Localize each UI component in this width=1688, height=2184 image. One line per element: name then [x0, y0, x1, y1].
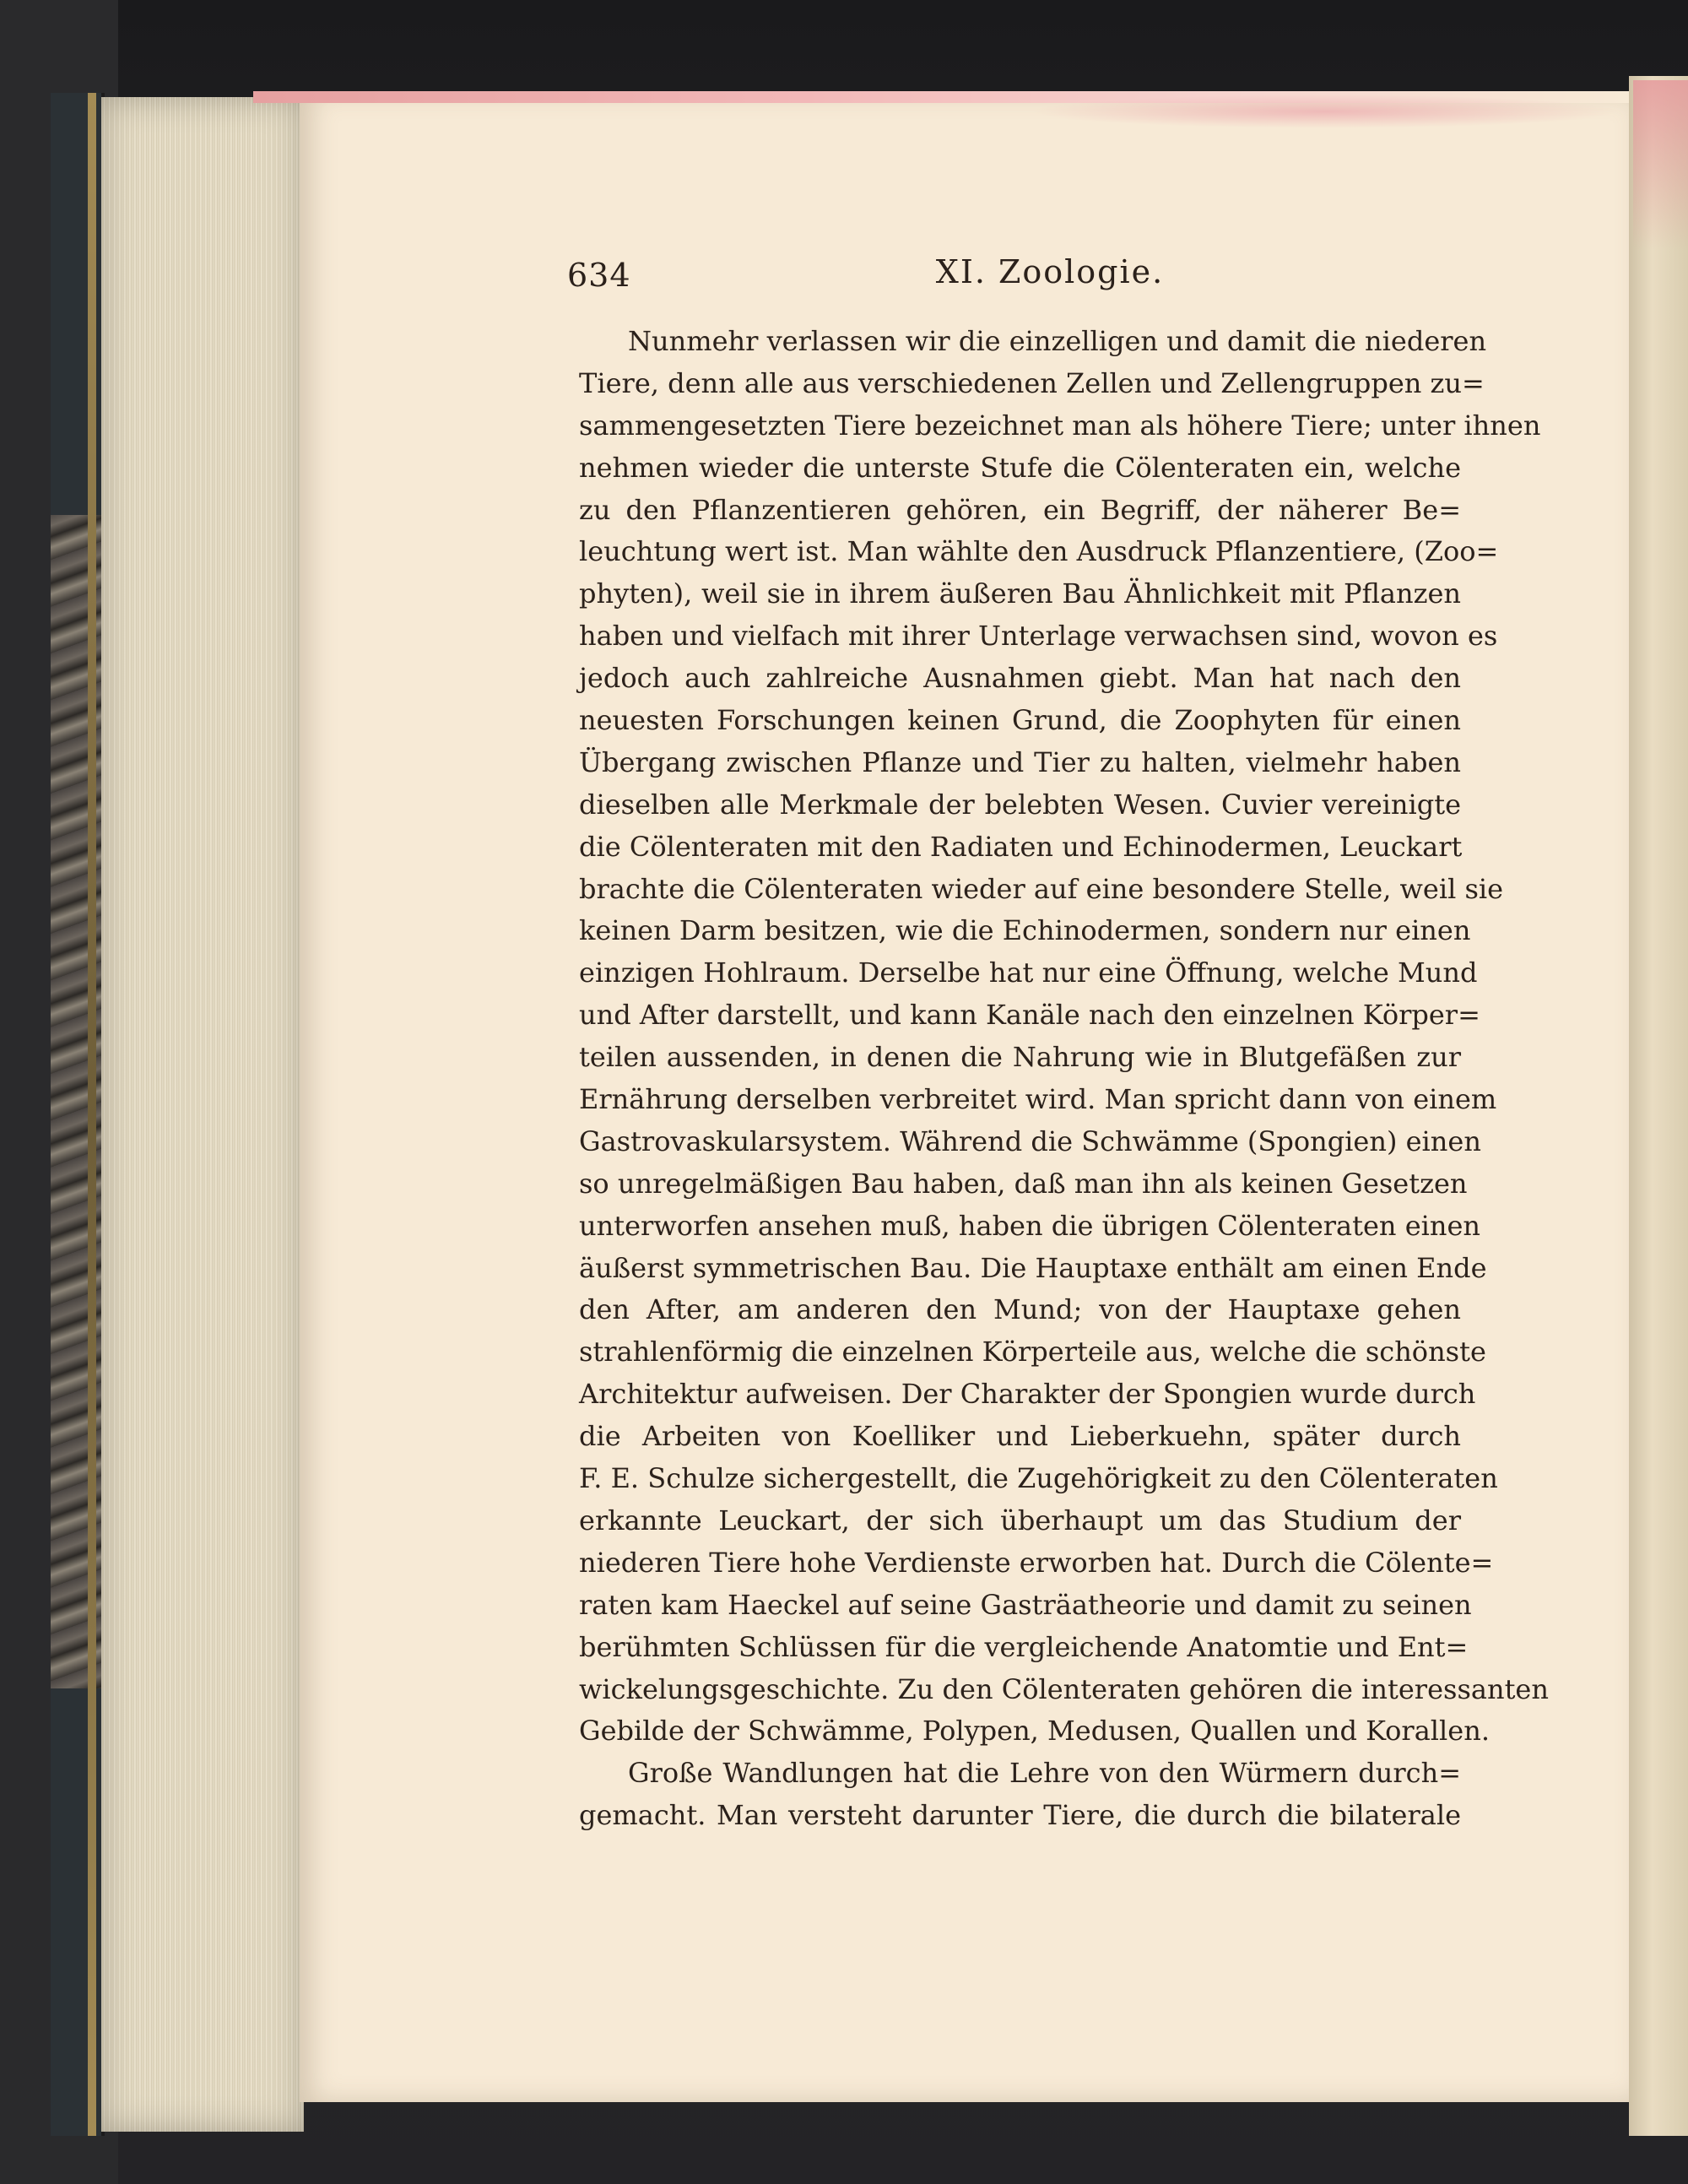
text-line: Große Wandlungen hat die Lehre von den Würmern durch=: [628, 1757, 1461, 1790]
text-line: zu den Pflanzentieren gehören, ein Begriff, der näherer Be=: [579, 493, 1461, 526]
body-text: [579, 321, 1549, 1837]
text-line: gemacht. Man versteht darunter Tiere, die durch die bilaterale: [579, 1799, 1461, 1832]
facing-page-edge: [1629, 76, 1688, 2136]
text-line: Architektur aufweisen. Der Charakter der Spongien wurde durch: [579, 1378, 1476, 1411]
facing-page-red-edge: [1633, 80, 1688, 249]
text-line: nehmen wieder die unterste Stufe die Cölenteraten ein, welche: [579, 451, 1461, 484]
paragraph-1: [579, 321, 1549, 1753]
text-line: Übergang zwischen Pflanze und Tier zu halten, vielmehr haben: [579, 745, 1461, 778]
text-line: die Cölenteraten mit den Radiaten und Echinodermen, Leuckart: [579, 830, 1463, 863]
text-line: einzigen Hohlraum. Derselbe hat nur eine Öffnung, welche Mund: [579, 957, 1478, 989]
text-line: haben und vielfach mit ihrer Unterlage verwachsen sind, wovon es: [579, 620, 1498, 653]
text-line: Gebilde der Schwämme, Polypen, Medusen, Quallen und Korallen.: [579, 1715, 1490, 1748]
text-line: unterworfen ansehen muß, haben die übrigen Cölenteraten einen: [579, 1209, 1481, 1242]
text-line: Gastrovaskularsystem. Während die Schwämme (Spongien) einen: [579, 1125, 1481, 1157]
gilt-edge: [88, 93, 96, 2136]
text-line: brachte die Cölenteraten wieder auf eine besondere Stelle, weil sie: [579, 872, 1504, 905]
text-line: neuesten Forschungen keinen Grund, die Zoophyten für einen: [579, 704, 1461, 737]
page-edges-stack: [101, 97, 304, 2132]
running-head: XI. Zoologie.: [935, 253, 1165, 290]
text-line: niederen Tiere hohe Verdienste erworben hat. Durch die Cölente=: [579, 1546, 1494, 1579]
text-line: wickelungsgeschichte. Zu den Cölenteraten gehören die interessanten: [579, 1672, 1549, 1705]
text-line: F. E. Schulze sichergestellt, die Zugehörigkeit zu den Cölenteraten: [579, 1462, 1498, 1495]
text-line: jedoch auch zahlreiche Ausnahmen giebt. Man hat nach den: [579, 662, 1461, 695]
text-line: phyten), weil sie in ihrem äußeren Bau Ähnlichkeit mit Pflanzen: [579, 577, 1461, 610]
text-line: teilen aussenden, in denen die Nahrung wie in Blutgefäßen zur: [579, 1041, 1461, 1074]
text-line: Ernährung derselben verbreitet wird. Man spricht dann von einem: [579, 1083, 1497, 1116]
text-line: erkannte Leuckart, der sich überhaupt um das Studium der: [579, 1504, 1461, 1536]
text-line: dieselben alle Merkmale der belebten Wesen. Cuvier vereinigte: [579, 788, 1461, 821]
text-line: strahlenförmig die einzelnen Körperteile aus, welche die schönste: [579, 1336, 1486, 1368]
text-line: keinen Darm besitzen, wie die Echinodermen, sondern nur einen: [579, 914, 1471, 947]
text-line: und After darstellt, und kann Kanäle nach den einzelnen Körper=: [579, 999, 1480, 1032]
text-line: raten kam Haeckel auf seine Gasträatheorie und damit zu seinen: [579, 1588, 1472, 1621]
paragraph-2: [579, 1753, 1461, 1837]
text-line: sammengesetzten Tiere bezeichnet man als höhere Tiere; unter ihnen: [579, 409, 1541, 442]
page-header: [567, 253, 1462, 304]
page-number: 634: [567, 257, 631, 294]
text-line: äußerst symmetrischen Bau. Die Hauptaxe enthält am einen Ende: [579, 1251, 1487, 1284]
text-line: leuchtung wert ist. Man wählte den Ausdruck Pflanzentiere, (Zoo=: [579, 535, 1499, 568]
text-line: berühmten Schlüssen für die vergleichende Anatomtie und Ent=: [579, 1630, 1469, 1663]
text-line: Nunmehr verlassen wir die einzelligen und damit die niederen: [628, 325, 1487, 357]
text-line: den After, am anderen den Mund; von der Hauptaxe gehen: [579, 1293, 1461, 1326]
text-line: Tiere, denn alle aus verschiedenen Zellen und Zellengruppen zu=: [579, 366, 1485, 399]
red-edge-stain: [1030, 95, 1620, 128]
text-line: so unregelmäßigen Bau haben, daß man ihn als keinen Gesetzen: [579, 1167, 1468, 1200]
text-line: die Arbeiten von Koelliker und Lieberkuehn, später durch: [579, 1420, 1461, 1453]
